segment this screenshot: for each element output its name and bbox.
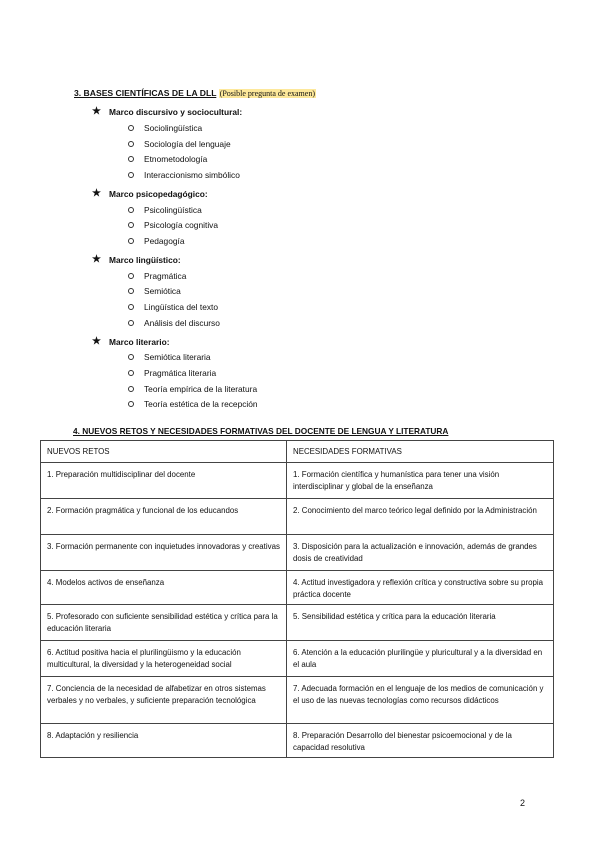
list-item-text: Psicología cognitiva	[144, 220, 219, 231]
outline-group	[92, 104, 512, 183]
list-item-text: Etnometodología	[144, 154, 208, 165]
circle-bullet-icon	[128, 172, 134, 178]
table-row	[41, 605, 554, 641]
list-item-text: Teoría empírica de la literatura	[144, 383, 258, 394]
table-row	[41, 724, 554, 758]
outline-group	[92, 334, 512, 413]
list-item	[92, 350, 512, 366]
list-item-text: Pragmática	[144, 270, 187, 281]
star-bullet-icon: ★	[92, 335, 101, 347]
list-item-text: Interaccionismo simbólico	[144, 169, 240, 180]
table-cell: 4. Actitud investigadora y reflexión crítica y constructiva sobre su propia práctica docente	[287, 571, 554, 605]
list-item-text: Pedagogía	[144, 235, 185, 246]
table-cell: 8. Adaptación y resiliencia	[41, 724, 287, 758]
list-item	[92, 284, 512, 300]
circle-bullet-icon	[128, 222, 134, 228]
table-cell: 3. Formación permanente con inquietudes innovadoras y creativas	[41, 535, 287, 571]
list-item	[92, 233, 512, 249]
circle-bullet-icon	[128, 354, 134, 360]
table-cell: 8. Preparación Desarrollo del bienestar psicoemocional y de la capacidad resolutiva	[287, 724, 554, 758]
list-item-text: Pragmática literaria	[144, 368, 217, 379]
circle-bullet-icon	[128, 401, 134, 407]
group-title: Marco literario:	[109, 336, 170, 347]
table-cell: 5. Profesorado con suficiente sensibilidad estética y crítica para la educación literaria	[41, 605, 287, 641]
table-cell: 2. Formación pragmática y funcional de los educandos	[41, 499, 287, 535]
outline-group	[92, 186, 512, 249]
list-item-text: Lingüística del texto	[144, 302, 219, 313]
list-item-text: Semiótica	[144, 286, 181, 297]
table-cell: 7. Conciencia de la necesidad de alfabetizar en otros sistemas verbales y no verbales, y suficiente preparación tecnológica	[41, 677, 287, 724]
column-header: NECESIDADES FORMATIVAS	[287, 441, 554, 463]
list-item	[92, 167, 512, 183]
table-cell: 1. Formación científica y humanística para tener una visión interdisciplinar y global de la enseñanza	[287, 463, 554, 499]
exam-note-highlight: (Posible pregunta de examen)	[219, 89, 315, 98]
table-cell: 1. Preparación multidisciplinar del docente	[41, 463, 287, 499]
circle-bullet-icon	[128, 370, 134, 376]
list-item-text: Sociolingüística	[144, 122, 203, 133]
list-item	[92, 381, 512, 397]
table-row	[41, 463, 554, 499]
group-title: Marco psicopedagógico:	[109, 188, 208, 199]
table-row	[41, 677, 554, 724]
circle-bullet-icon	[128, 320, 134, 326]
sub-list	[92, 268, 512, 331]
circle-bullet-icon	[128, 141, 134, 147]
circle-bullet-icon	[128, 238, 134, 244]
star-bullet-icon: ★	[92, 253, 101, 265]
sub-list	[92, 120, 512, 183]
circle-bullet-icon	[128, 156, 134, 162]
list-item	[92, 120, 512, 136]
list-item	[92, 397, 512, 413]
list-item	[92, 136, 512, 152]
star-bullet-icon: ★	[92, 106, 101, 117]
table-cell: 6. Atención a la educación plurilingüe y pluricultural y a la diversidad en el aula	[287, 641, 554, 677]
group-title: Marco lingüístico:	[109, 254, 181, 265]
table-cell: 4. Modelos activos de enseñanza	[41, 571, 287, 605]
circle-bullet-icon	[128, 304, 134, 310]
list-item-text: Semiótica literaria	[144, 352, 211, 363]
page-number: 2	[520, 798, 526, 808]
section-3-title: 3. BASES CIENTÍFICAS DE LA DLL	[74, 88, 217, 98]
group-title: Marco discursivo y sociocultural:	[109, 107, 243, 117]
table-cell: 3. Disposición para la actualización e innovación, además de grandes dosis de creatividad	[287, 535, 554, 571]
list-item	[92, 268, 512, 284]
table-cell: 7. Adecuada formación en el lenguaje de los medios de comunicación y el uso de las nuevas tecnologías como recursos didácticos	[287, 677, 554, 724]
table-row	[41, 571, 554, 605]
list-item-text: Psicolingüística	[144, 204, 202, 215]
list-item-text: Teoría estética de la recepción	[144, 399, 258, 410]
circle-bullet-icon	[128, 125, 134, 131]
section-3-heading	[74, 88, 316, 98]
table-header-row	[41, 441, 554, 463]
section-4-heading: 4. NUEVOS RETOS Y NECESIDADES FORMATIVAS DEL DOCENTE DE LENGUA Y LITERATURA	[73, 426, 449, 436]
table-row	[41, 499, 554, 535]
table-cell: 2. Conocimiento del marco teórico legal definido por la Administración	[287, 499, 554, 535]
scientific-bases-outline	[92, 104, 512, 412]
table-row	[41, 535, 554, 571]
column-header: NUEVOS RETOS	[41, 441, 287, 463]
circle-bullet-icon	[128, 386, 134, 392]
circle-bullet-icon	[128, 207, 134, 213]
table-cell: 6. Actitud positiva hacia el plurilingüismo y la educación multicultural, la diversidad y la heterogeneidad social	[41, 641, 287, 677]
list-item	[92, 315, 512, 331]
circle-bullet-icon	[128, 288, 134, 294]
challenges-needs-table	[40, 440, 554, 758]
circle-bullet-icon	[128, 273, 134, 279]
list-item	[92, 217, 512, 233]
list-item	[92, 365, 512, 381]
sub-list	[92, 350, 512, 413]
list-item-text: Sociología del lenguaje	[144, 138, 231, 149]
list-item	[92, 202, 512, 218]
list-item	[92, 299, 512, 315]
star-bullet-icon: ★	[92, 187, 101, 199]
sub-list	[92, 202, 512, 249]
table-cell: 5. Sensibilidad estética y crítica para la educación literaria	[287, 605, 554, 641]
outline-group	[92, 252, 512, 331]
table-row	[41, 641, 554, 677]
list-item-text: Análisis del discurso	[144, 317, 220, 328]
list-item	[92, 151, 512, 167]
